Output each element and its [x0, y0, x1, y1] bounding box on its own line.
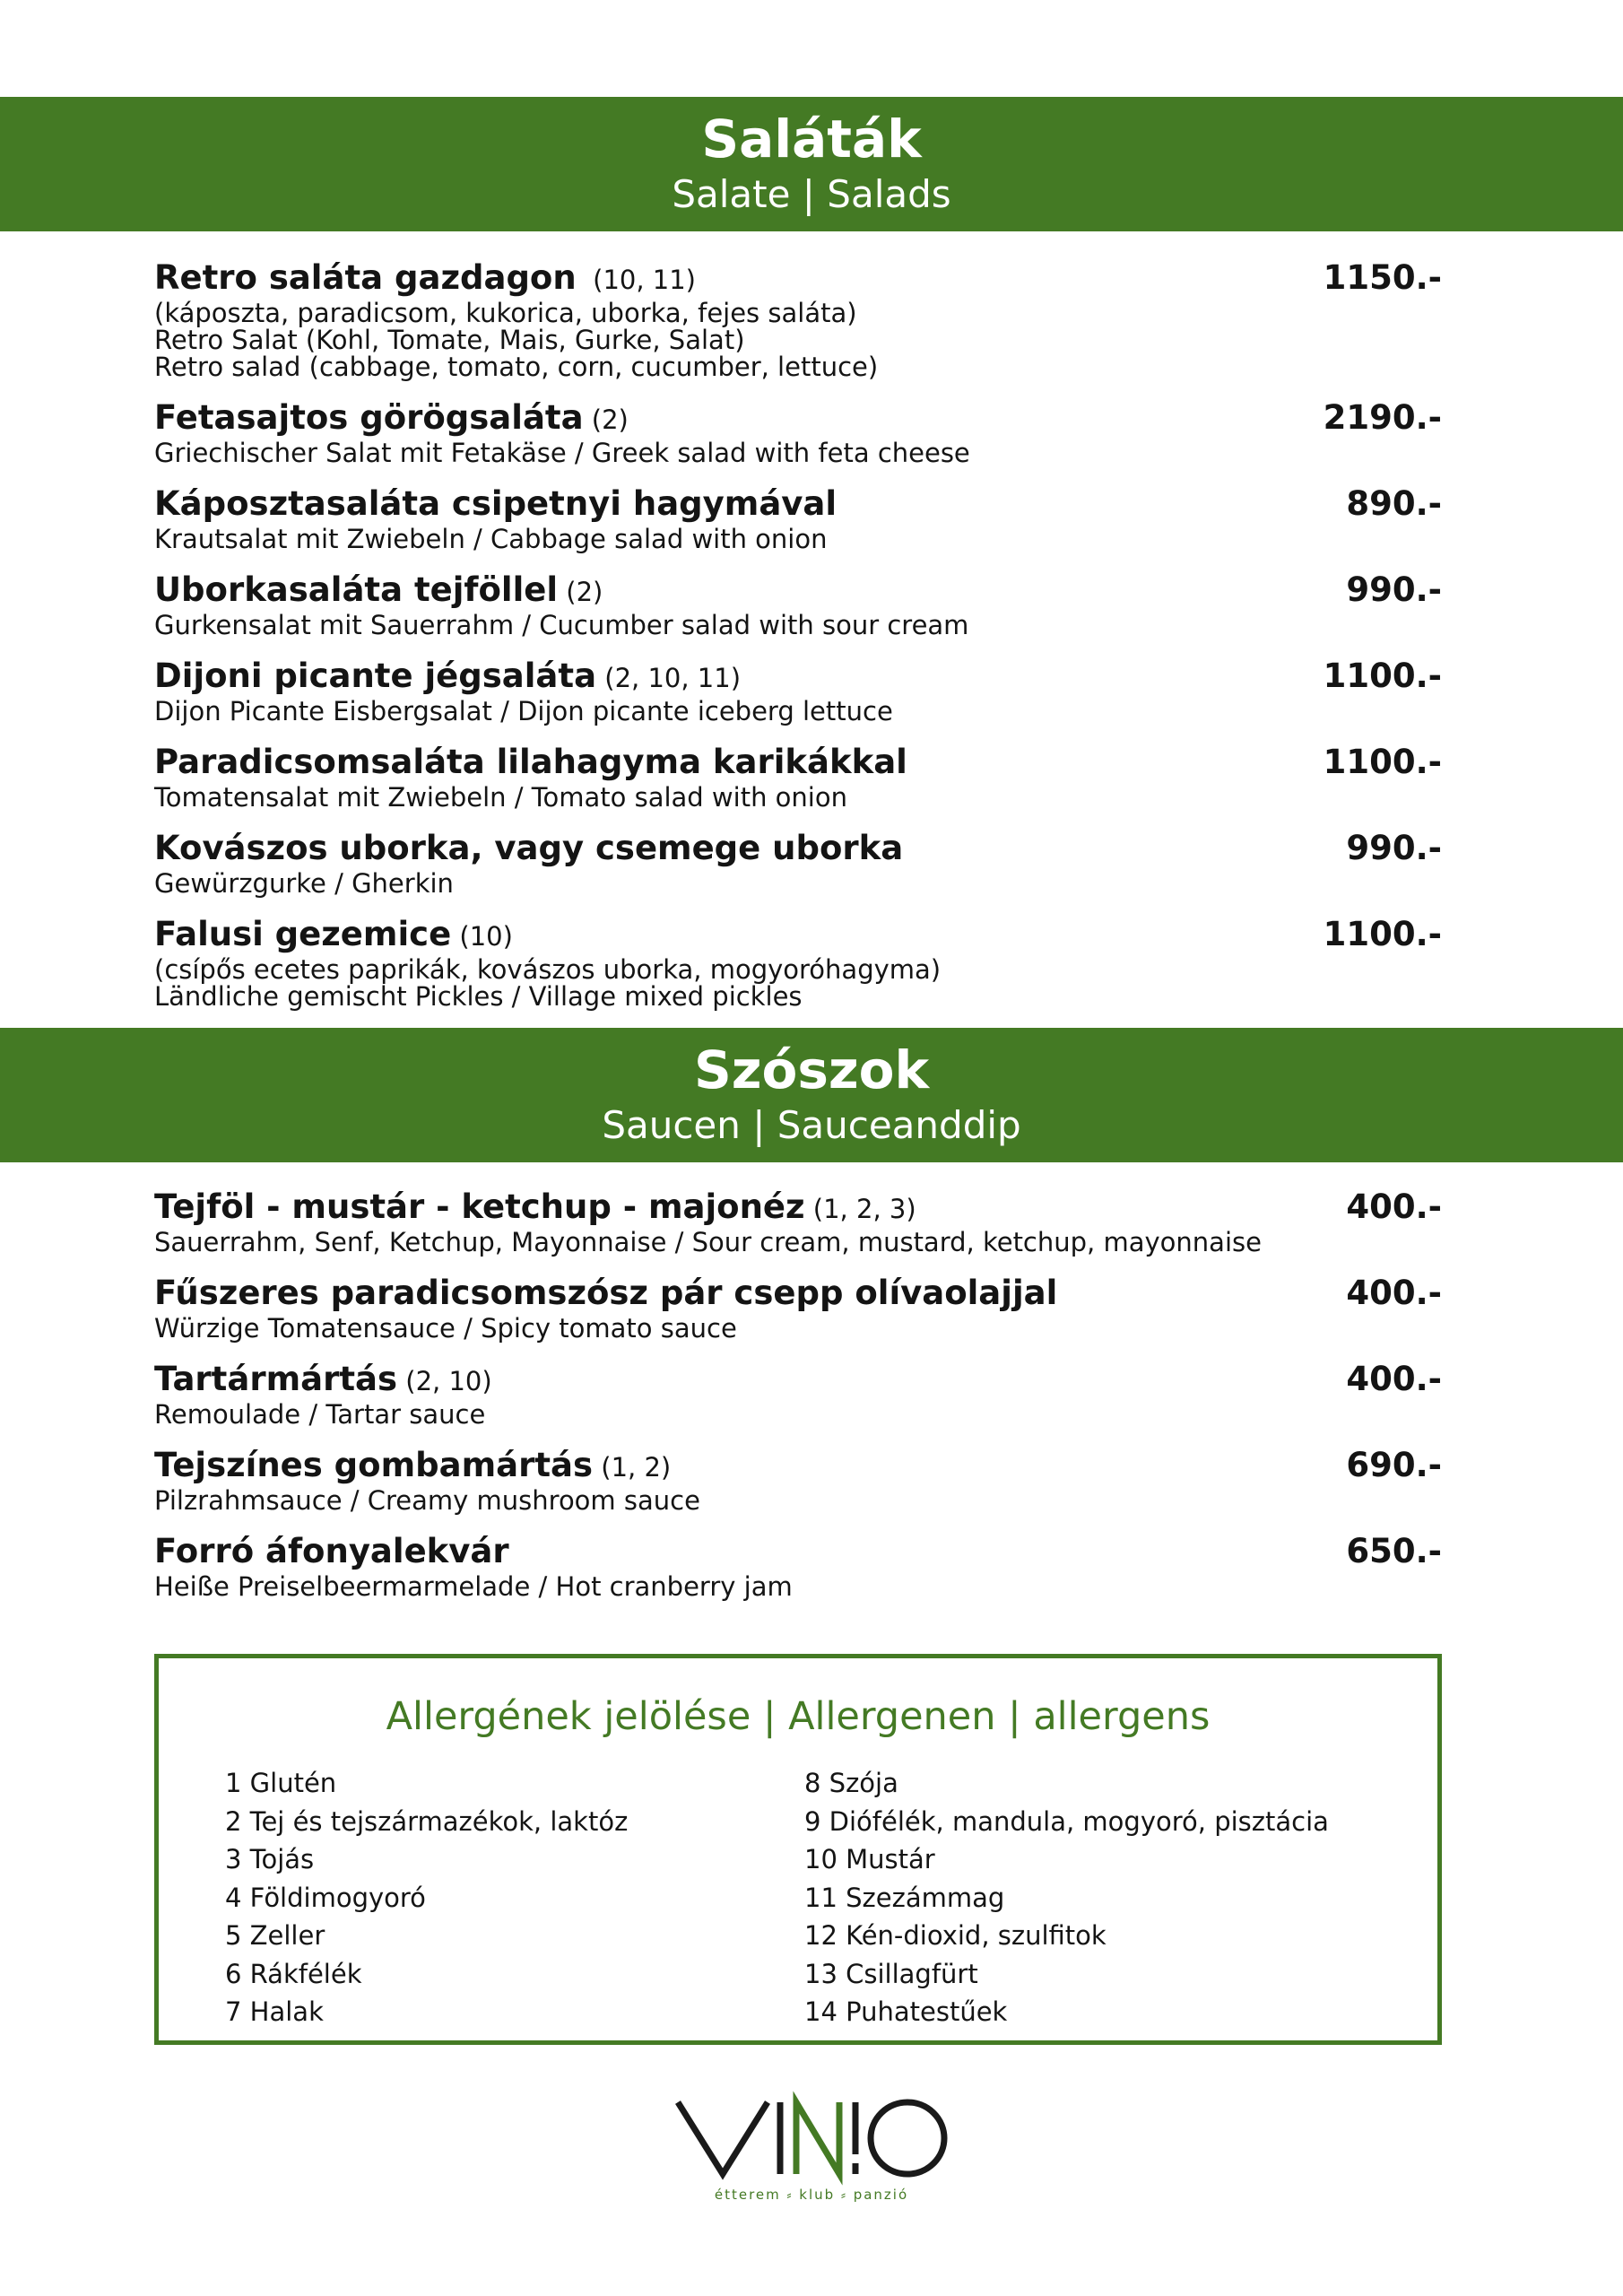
- menu-item-description: Gurkensalat mit Sauerrahm / Cucumber salad with sour cream: [154, 610, 969, 640]
- menu-item: [154, 1446, 1442, 1514]
- menu-item-price: 400.-: [1346, 1187, 1442, 1226]
- menu-item-name-row: [154, 829, 1442, 870]
- menu-item-name: Tejszínes gombamártás: [154, 1446, 594, 1484]
- allergen-entry: 13 Csillagfürt: [804, 1958, 978, 1989]
- menu-item: [154, 484, 1442, 552]
- menu-item-name: Retro saláta gazdagon: [154, 258, 577, 297]
- menu-item-name-row: [154, 657, 1442, 698]
- menu-item-name: Tartármártás: [154, 1360, 398, 1398]
- menu-item-allergens: (10): [451, 921, 513, 952]
- menu-item: [154, 1274, 1442, 1342]
- menu-item: [154, 258, 1442, 380]
- sauces-subtitle: Saucen | Sauceanddip: [602, 1103, 1021, 1147]
- menu-item-price: 1100.-: [1323, 743, 1442, 781]
- menu-item-name: Dijoni picante jégsaláta: [154, 657, 597, 695]
- allergen-list-right: [804, 1764, 1329, 2031]
- menu-item-description: Retro Salat (Kohl, Tomate, Mais, Gurke, Salat): [154, 325, 745, 355]
- menu-item-name-row: [154, 258, 1442, 300]
- menu-item-allergens: (2): [583, 404, 629, 435]
- menu-item-name: Uborkasaláta tejföllel: [154, 570, 559, 609]
- menu-item-price: 2190.-: [1323, 398, 1442, 437]
- allergen-entry: 12 Kén-dioxid, szulfitok: [804, 1920, 1107, 1951]
- menu-item: [154, 657, 1442, 725]
- menu-item-description: Würzige Tomatensauce / Spicy tomato sauce: [154, 1313, 737, 1344]
- menu-item-description: Krautsalat mit Zwiebeln / Cabbage salad with onion: [154, 524, 828, 554]
- menu-item: [154, 915, 1442, 1010]
- menu-item-price: 1150.-: [1323, 258, 1442, 297]
- allergen-entry: 5 Zeller: [225, 1920, 325, 1951]
- sauces-list: [154, 1187, 1442, 1600]
- sauces-title: Szószok: [693, 1039, 930, 1100]
- menu-item: [154, 829, 1442, 897]
- menu-item-description: Pilzrahmsauce / Creamy mushroom sauce: [154, 1485, 700, 1516]
- menu-item-price: 990.-: [1346, 570, 1442, 609]
- menu-item: [154, 1360, 1442, 1428]
- menu-item-allergens: (2, 10): [397, 1366, 492, 1396]
- menu-item-name: Fetasajtos görögsaláta: [154, 398, 584, 437]
- allergen-entry: 4 Földimogyoró: [225, 1882, 426, 1913]
- menu-item-allergens: (1, 2): [593, 1452, 672, 1483]
- menu-item-description: Tomatensalat mit Zwiebeln / Tomato salad with onion: [154, 782, 847, 813]
- menu-item-description: (csípős ecetes paprikák, kovászos uborka, mogyoróhagyma): [154, 954, 942, 985]
- menu-item: [154, 743, 1442, 811]
- allergen-entry: 8 Szója: [804, 1768, 898, 1798]
- vinio-logo-mark: [655, 2090, 968, 2206]
- allergen-entry: 10 Mustár: [804, 1844, 935, 1874]
- logo-tagline: étterem ⸗ klub ⸗ panzió: [714, 2187, 909, 2203]
- allergen-entry: 6 Rákfélék: [225, 1958, 362, 1989]
- menu-item-name: Falusi gezemice: [154, 915, 452, 953]
- menu-item-price: 400.-: [1346, 1274, 1442, 1312]
- menu-item-description: Dijon Picante Eisbergsalat / Dijon picante iceberg lettuce: [154, 696, 893, 726]
- menu-item-allergens: (2, 10, 11): [596, 663, 742, 693]
- menu-item-name-row: [154, 1274, 1442, 1315]
- menu-item-description: Griechischer Salat mit Fetakäse / Greek salad with feta cheese: [154, 438, 970, 468]
- menu-item-price: 1100.-: [1323, 657, 1442, 695]
- menu-item-name-row: [154, 398, 1442, 439]
- menu-item-description: Sauerrahm, Senf, Ketchup, Mayonnaise / Sour cream, mustard, ketchup, mayonnaise: [154, 1227, 1262, 1257]
- menu-item-price: 650.-: [1346, 1532, 1442, 1570]
- menu-item: [154, 398, 1442, 466]
- allergen-legend-box: [154, 1654, 1442, 2045]
- allergen-entry: 9 Diófélék, mandula, mogyoró, pisztácia: [804, 1805, 1329, 1837]
- menu-item-allergens: (1, 2, 3): [804, 1194, 916, 1224]
- menu-item-name: Forró áfonyalekvár: [154, 1532, 509, 1570]
- menu-item: [154, 570, 1442, 639]
- menu-item-name: Paradicsomsaláta lilahagyma karikákkal: [154, 743, 907, 781]
- allergen-entry: 3 Tojás: [225, 1844, 315, 1874]
- menu-item-price: 890.-: [1346, 484, 1442, 523]
- menu-item-name-row: [154, 915, 1442, 956]
- allergen-entry: 11 Szezámmag: [804, 1882, 1005, 1913]
- menu-item-name-row: [154, 743, 1442, 784]
- menu-item-name-row: [154, 1532, 1442, 1573]
- menu-item-name-row: [154, 1446, 1442, 1487]
- salads-header-band: [0, 97, 1623, 231]
- menu-item-allergens: (10, 11): [576, 265, 696, 295]
- menu-item-description: Gewürzgurke / Gherkin: [154, 868, 454, 899]
- menu-item-price: 1100.-: [1323, 915, 1442, 953]
- sauces-header-band: [0, 1028, 1623, 1162]
- menu-item-name: Fűszeres paradicsomszósz pár csepp olívaolajjal: [154, 1274, 1058, 1312]
- menu-item-name: Káposztasaláta csipetnyi hagymával: [154, 484, 838, 523]
- salads-title: Saláták: [701, 109, 922, 170]
- menu-item-description: Remoulade / Tartar sauce: [154, 1399, 486, 1430]
- allergen-legend-title: Allergének jelölése | Allergenen | allergens: [386, 1694, 1211, 1739]
- allergen-entry: 1 Glutén: [225, 1768, 337, 1798]
- salads-subtitle: Salate | Salads: [672, 172, 951, 216]
- menu-item-allergens: (2): [558, 577, 603, 607]
- menu-item-price: 400.-: [1346, 1360, 1442, 1398]
- menu-item: [154, 1532, 1442, 1600]
- allergen-list-left: [225, 1764, 628, 2031]
- allergen-entry: 2 Tej és tejszármazékok, laktóz: [225, 1805, 629, 1837]
- menu-item-description: Ländliche gemischt Pickles / Village mixed pickles: [154, 981, 803, 1012]
- menu-item-name-row: [154, 1187, 1442, 1229]
- allergen-entry: 14 Puhatestűek: [804, 1996, 1008, 2027]
- menu-item: [154, 1187, 1442, 1256]
- vinio-logo: [655, 2090, 968, 2206]
- menu-item-price: 990.-: [1346, 829, 1442, 867]
- menu-item-name-row: [154, 1360, 1442, 1401]
- menu-item-description: Retro salad (cabbage, tomato, corn, cucumber, lettuce): [154, 352, 879, 382]
- menu-item-name: Kovászos uborka, vagy csemege uborka: [154, 829, 904, 867]
- menu-item-description: (káposzta, paradicsom, kukorica, uborka, fejes saláta): [154, 298, 857, 328]
- menu-item-name: Tejföl - mustár - ketchup - majonéz: [154, 1187, 805, 1226]
- menu-item-description: Heiße Preiselbeermarmelade / Hot cranberry jam: [154, 1571, 793, 1602]
- allergen-entry: 7 Halak: [225, 1996, 324, 2027]
- menu-item-price: 690.-: [1346, 1446, 1442, 1484]
- menu-item-name-row: [154, 570, 1442, 612]
- menu-item-name-row: [154, 484, 1442, 526]
- salads-list: [154, 258, 1442, 1010]
